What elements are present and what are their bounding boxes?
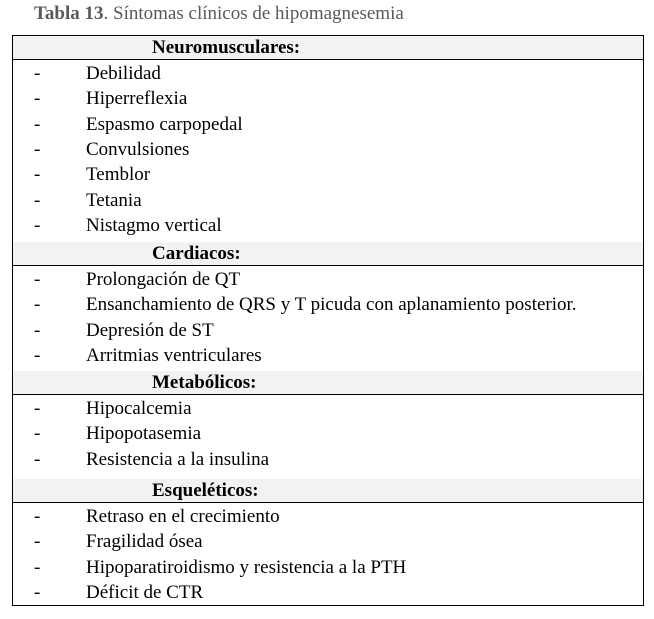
item-text: Espasmo carpopedal xyxy=(86,113,243,135)
bullet-dash: - xyxy=(34,581,41,603)
list-item xyxy=(13,421,643,446)
item-text: Hipopotasemia xyxy=(86,423,202,445)
symptoms-table xyxy=(12,35,644,606)
item-text: Depresión de ST xyxy=(86,319,214,341)
bullet-dash: - xyxy=(34,294,41,316)
item-text: Arritmias ventriculares xyxy=(86,344,262,366)
item-text: Temblor xyxy=(86,164,151,186)
item-text: Prolongación de QT xyxy=(86,269,241,290)
bullet-dash: - xyxy=(34,319,41,341)
list-item xyxy=(13,580,643,605)
bullet-dash: - xyxy=(34,448,41,470)
section-title: Metabólicos: xyxy=(152,372,257,393)
bullet-dash: - xyxy=(34,63,41,84)
list-item xyxy=(13,137,643,162)
section-header xyxy=(13,371,643,395)
item-text: Hipoparatiroidismo y resistencia a la PTH xyxy=(86,556,407,578)
list-item xyxy=(13,318,643,343)
section-title: Cardiacos: xyxy=(152,243,241,264)
bullet-dash: - xyxy=(34,398,41,419)
list-item xyxy=(13,529,643,554)
bullet-dash: - xyxy=(34,423,41,445)
item-text: Convulsiones xyxy=(86,138,190,160)
bullet-dash: - xyxy=(34,344,41,366)
bullet-dash: - xyxy=(34,164,41,186)
list-item xyxy=(13,292,643,317)
list-item xyxy=(13,213,643,238)
item-text: Nistagmo vertical xyxy=(86,214,222,236)
bullet-dash: - xyxy=(34,189,41,211)
bullet-dash: - xyxy=(34,269,41,290)
item-text: Tetania xyxy=(86,189,142,211)
list-item xyxy=(13,86,643,111)
list-item xyxy=(13,555,643,580)
item-text: Déficit de CTR xyxy=(86,581,204,603)
list-item xyxy=(13,343,643,368)
item-text: Fragilidad ósea xyxy=(86,531,203,553)
list-item xyxy=(13,112,643,137)
item-text: Debilidad xyxy=(86,63,161,84)
list-item xyxy=(13,162,643,187)
bullet-dash: - xyxy=(34,214,41,236)
bullet-dash: - xyxy=(34,531,41,553)
item-text: Ensanchamiento de QRS y T picuda con aplanamiento posterior. xyxy=(86,294,577,316)
item-text: Retraso en el crecimiento xyxy=(86,506,280,527)
bullet-dash: - xyxy=(34,556,41,578)
bullet-dash: - xyxy=(34,113,41,135)
section-header xyxy=(13,242,643,266)
bullet-dash: - xyxy=(34,138,41,160)
caption-label: Tabla 13 xyxy=(34,3,104,24)
list-item xyxy=(13,61,643,86)
bullet-dash: - xyxy=(34,506,41,527)
list-item xyxy=(13,447,643,472)
section-header xyxy=(13,36,643,60)
section-title: Esqueléticos: xyxy=(152,480,259,501)
section-title: Neuromusculares: xyxy=(152,37,301,58)
list-item xyxy=(13,188,643,213)
list-item xyxy=(13,504,643,529)
list-item xyxy=(13,396,643,421)
list-item xyxy=(13,267,643,292)
item-text: Hipocalcemia xyxy=(86,398,192,419)
bullet-dash: - xyxy=(34,88,41,110)
section-header xyxy=(13,479,643,503)
item-text: Resistencia a la insulina xyxy=(86,448,270,470)
table-caption xyxy=(34,3,404,25)
caption-text: . Síntomas clínicos de hipomagnesemia xyxy=(103,3,404,24)
item-text: Hiperreflexia xyxy=(86,88,188,110)
